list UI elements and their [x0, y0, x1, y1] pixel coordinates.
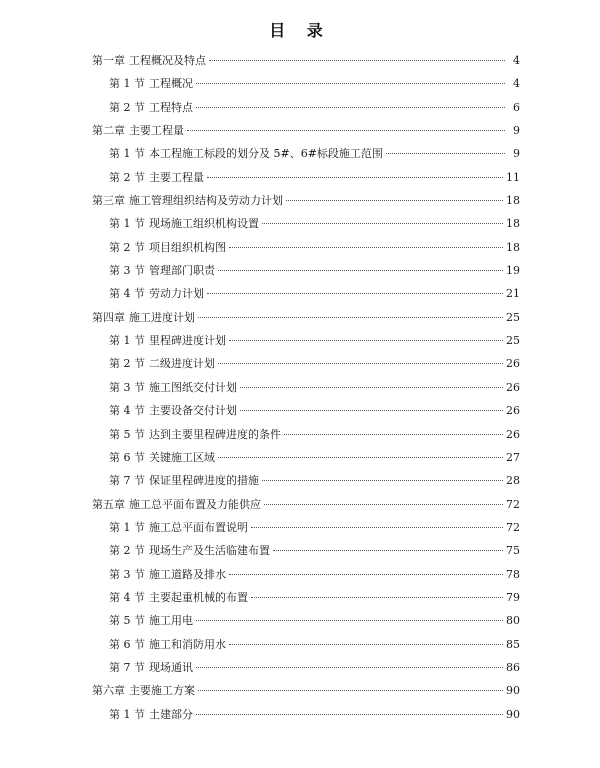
toc-entry-title: 主要施工方案 [129, 684, 195, 698]
toc-page-number: 26 [506, 404, 520, 418]
toc-section-entry[interactable] [92, 449, 520, 472]
toc-page-number: 18 [506, 194, 520, 208]
toc-entry-number: 第 2 节 [109, 100, 145, 114]
toc-entry-number: 第 2 节 [109, 170, 145, 184]
toc-entry-title: 主要设备交付计划 [149, 404, 237, 418]
toc-entry-title: 里程碑进度计划 [149, 334, 226, 348]
toc-entry-number: 第 1 节 [109, 520, 145, 534]
dot-leader [209, 60, 505, 61]
dot-leader [218, 457, 503, 458]
toc-section-entry[interactable] [92, 636, 520, 659]
toc-entry-number: 第 4 节 [109, 287, 145, 301]
toc-page-number: 28 [506, 474, 520, 488]
toc-entry-label [109, 449, 215, 465]
dot-leader [196, 107, 505, 108]
toc-chapter-entry[interactable] [92, 52, 520, 75]
toc-entry-number: 第 7 节 [109, 474, 145, 488]
dot-leader [264, 504, 503, 505]
toc-entry-number: 第 7 节 [109, 660, 145, 674]
toc-chapter-entry[interactable] [92, 122, 520, 145]
toc-entry-number: 第六章 [92, 684, 125, 698]
toc-entry-label [109, 75, 193, 91]
toc-section-entry[interactable] [92, 75, 520, 98]
toc-entry-label [109, 612, 193, 628]
toc-entry-number: 第 3 节 [109, 567, 145, 581]
toc-entry-title: 施工和消防用水 [149, 637, 226, 651]
toc-entry-number: 第 2 节 [109, 357, 145, 371]
toc-chapter-entry[interactable] [92, 496, 520, 519]
toc-entry-title: 施工道路及排水 [149, 567, 226, 581]
toc-entry-title: 工程概况 [149, 77, 193, 91]
toc-entry-title: 施工用电 [149, 614, 193, 628]
toc-page-number: 26 [506, 427, 520, 441]
toc-entry-title: 施工管理组织结构及劳动力计划 [129, 194, 283, 208]
toc-entry-title: 劳动力计划 [149, 287, 204, 301]
toc-section-entry[interactable] [92, 285, 520, 308]
dot-leader [198, 317, 503, 318]
dot-leader [262, 480, 503, 481]
toc-entry-number: 第 1 节 [109, 707, 145, 721]
toc-section-entry[interactable] [92, 262, 520, 285]
toc-entry-title: 工程特点 [149, 100, 193, 114]
toc-entry-title: 施工进度计划 [129, 310, 195, 324]
toc-entry-label [109, 145, 383, 161]
toc-page-number: 6 [513, 100, 520, 114]
toc-entry-title: 主要工程量 [149, 170, 204, 184]
toc-entry-number: 第四章 [92, 310, 125, 324]
dot-leader [207, 293, 503, 294]
toc-entry-label [92, 52, 206, 68]
toc-entry-label [109, 379, 237, 395]
toc-entry-label [92, 682, 195, 698]
dot-leader [386, 153, 505, 154]
toc-entry-label [109, 472, 259, 488]
toc-page-number: 75 [506, 544, 520, 558]
toc-section-entry[interactable] [92, 589, 520, 612]
dot-leader [286, 200, 503, 201]
toc-page-number: 85 [506, 637, 520, 651]
dot-leader [251, 527, 503, 528]
table-of-contents [92, 52, 520, 729]
toc-entry-title: 现场施工组织机构设置 [149, 217, 259, 231]
toc-entry-label [109, 99, 193, 115]
toc-page-number: 9 [513, 147, 520, 161]
toc-section-entry[interactable] [92, 566, 520, 589]
toc-section-entry[interactable] [92, 659, 520, 682]
toc-entry-number: 第五章 [92, 497, 125, 511]
toc-entry-number: 第二章 [92, 124, 125, 138]
toc-page-number: 4 [513, 77, 520, 91]
dot-leader [196, 620, 503, 621]
toc-chapter-entry[interactable] [92, 309, 520, 332]
toc-section-entry[interactable] [92, 402, 520, 425]
toc-entry-label [92, 122, 184, 138]
toc-entry-title: 现场生产及生活临建布置 [149, 544, 270, 558]
dot-leader [240, 410, 503, 411]
toc-entry-number: 第 2 节 [109, 240, 145, 254]
toc-section-entry[interactable] [92, 332, 520, 355]
dot-leader [251, 597, 503, 598]
toc-page-number: 25 [506, 334, 520, 348]
toc-entry-number: 第 6 节 [109, 450, 145, 464]
dot-leader [218, 270, 503, 271]
toc-page-number: 79 [506, 590, 520, 604]
toc-entry-label [109, 355, 215, 371]
toc-entry-title: 工程概况及特点 [129, 54, 206, 67]
dot-leader [198, 690, 503, 691]
toc-page-number: 72 [506, 520, 520, 534]
toc-section-entry[interactable] [92, 472, 520, 495]
toc-entry-label [109, 542, 270, 558]
toc-page-number: 11 [506, 170, 520, 184]
toc-entry-label [109, 706, 193, 722]
dot-leader [229, 644, 503, 645]
toc-entry-number: 第 3 节 [109, 380, 145, 394]
toc-entry-label [109, 636, 226, 652]
toc-section-entry[interactable] [92, 215, 520, 238]
toc-page-number: 19 [506, 264, 520, 278]
toc-entry-label [109, 589, 248, 605]
toc-entry-number: 第 2 节 [109, 544, 145, 558]
toc-entry-label [109, 285, 204, 301]
toc-entry-number: 第 1 节 [109, 77, 145, 91]
dot-leader [229, 340, 503, 341]
toc-page-number: 25 [506, 310, 520, 324]
toc-entry-label [109, 239, 226, 255]
toc-entry-title: 本工程施工标段的划分及 5#、6#标段施工范围 [149, 147, 383, 161]
toc-entry-label [109, 402, 237, 418]
toc-entry-label [109, 215, 259, 231]
toc-entry-title: 主要工程量 [129, 124, 184, 138]
toc-entry-label [109, 566, 226, 582]
toc-section-entry[interactable] [92, 355, 520, 378]
toc-entry-title: 施工总平面布置及力能供应 [129, 497, 261, 511]
toc-section-entry[interactable] [92, 169, 520, 192]
dot-leader [229, 574, 503, 575]
toc-section-entry[interactable] [92, 379, 520, 402]
toc-page-number: 90 [506, 707, 520, 721]
toc-section-entry[interactable] [92, 612, 520, 635]
toc-entry-label [109, 659, 193, 675]
toc-entry-number: 第 1 节 [109, 334, 145, 348]
toc-entry-label [92, 192, 283, 208]
toc-page-number: 18 [506, 217, 520, 231]
dot-leader [240, 387, 503, 388]
toc-entry-title: 土建部分 [149, 707, 193, 721]
toc-entry-title: 关键施工区域 [149, 450, 215, 464]
toc-page-number: 90 [506, 684, 520, 698]
toc-page-number: 18 [506, 240, 520, 254]
toc-page-number: 27 [506, 450, 520, 464]
toc-section-entry[interactable] [92, 239, 520, 262]
toc-entry-number: 第 5 节 [109, 614, 145, 628]
toc-entry-label [92, 496, 261, 512]
toc-entry-title: 施工总平面布置说明 [149, 520, 248, 534]
toc-entry-title: 达到主要里程碑进度的条件 [149, 427, 281, 441]
dot-leader [196, 83, 505, 84]
dot-leader [262, 223, 503, 224]
toc-entry-number: 第 3 节 [109, 264, 145, 278]
toc-entry-number: 第三章 [92, 194, 125, 208]
toc-section-entry[interactable] [92, 426, 520, 449]
toc-page-number: 86 [506, 660, 520, 674]
toc-page-number: 78 [506, 567, 520, 581]
toc-entry-title: 二级进度计划 [149, 357, 215, 371]
toc-entry-title: 主要起重机械的布置 [149, 590, 248, 604]
toc-entry-label [109, 519, 248, 535]
dot-leader [229, 247, 503, 248]
dot-leader [284, 434, 503, 435]
toc-entry-number: 第 1 节 [109, 217, 145, 231]
toc-chapter-entry[interactable] [92, 192, 520, 215]
toc-title: 目 录 [269, 21, 331, 40]
toc-entry-title: 项目组织机构图 [149, 240, 226, 254]
toc-entry-number: 第 6 节 [109, 637, 145, 651]
toc-page-number: 21 [506, 287, 520, 301]
dot-leader [273, 550, 503, 551]
toc-page-number: 80 [506, 614, 520, 628]
toc-page-number: 26 [506, 380, 520, 394]
toc-entry-label [109, 426, 281, 442]
toc-section-entry[interactable] [92, 706, 520, 729]
dot-leader [207, 177, 503, 178]
toc-entry-number: 第 4 节 [109, 590, 145, 604]
toc-entry-title: 施工图纸交付计划 [149, 380, 237, 394]
toc-section-entry[interactable] [92, 99, 520, 122]
dot-leader [187, 130, 505, 131]
toc-section-entry[interactable] [92, 519, 520, 542]
toc-page-number: 9 [513, 124, 520, 138]
dot-leader [218, 363, 503, 364]
toc-chapter-entry[interactable] [92, 682, 520, 705]
toc-page-number: 26 [506, 357, 520, 371]
toc-section-entry[interactable] [92, 145, 520, 168]
toc-entry-number: 第一章 [92, 54, 125, 67]
toc-entry-number: 第 4 节 [109, 404, 145, 418]
dot-leader [196, 667, 503, 668]
toc-page-number: 72 [506, 497, 520, 511]
dot-leader [196, 714, 503, 715]
toc-entry-title: 管理部门职责 [149, 264, 215, 278]
toc-entry-label [92, 309, 195, 325]
toc-entry-number: 第 1 节 [109, 147, 145, 161]
toc-section-entry[interactable] [92, 542, 520, 565]
toc-page-number: 4 [513, 54, 520, 67]
toc-entry-title: 保证里程碑进度的措施 [149, 474, 259, 488]
toc-entry-number: 第 5 节 [109, 427, 145, 441]
toc-entry-label [109, 169, 204, 185]
toc-entry-label [109, 262, 215, 278]
toc-entry-label [109, 332, 226, 348]
toc-entry-title: 现场通讯 [149, 660, 193, 674]
